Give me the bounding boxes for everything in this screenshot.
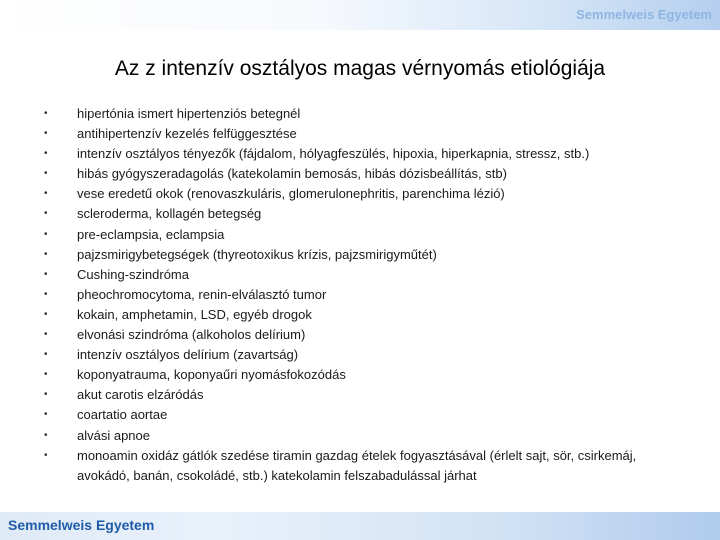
bullet-dot-icon: •	[44, 248, 48, 260]
top-banner	[0, 0, 720, 30]
bullet-dot-icon: •	[44, 188, 48, 200]
list-item	[40, 325, 690, 345]
list-item-text: hibás gyógyszeradagolás (katekolamin bemosás, hibás dózisbeállítás, stb)	[77, 166, 507, 182]
list-item-text: akut carotis elzáródás	[77, 387, 204, 403]
list-item	[40, 104, 690, 124]
bullet-dot-icon: •	[44, 449, 48, 461]
list-item	[40, 305, 690, 325]
list-item-text: alvási apnoe	[77, 427, 150, 443]
list-item-text: Cushing-szindróma	[77, 266, 189, 282]
bullet-list	[40, 104, 690, 486]
list-item-text: pre-eclampsia, eclampsia	[77, 226, 225, 242]
header-brand: Semmelweis Egyetem	[576, 7, 712, 22]
list-item	[40, 385, 690, 405]
list-item-text: monoamin oxidáz gátlók szedése tiramin gazdag ételek fogyasztásával (érlelt sajt, sör, csirkemáj, avokádó, banán, csokoládé, stb.) katekolamin felszabadulással járhat	[77, 447, 637, 483]
list-item-text: hipertónia ismert hipertenziós betegnél	[77, 106, 301, 121]
bullet-dot-icon: •	[44, 208, 48, 220]
list-item	[40, 265, 690, 285]
list-item-text: intenzív osztályos delírium (zavartság)	[77, 347, 299, 363]
list-item	[40, 426, 690, 446]
list-item	[40, 184, 690, 204]
bullet-dot-icon: •	[44, 349, 48, 361]
list-item-text: pajzsmirigybetegségek (thyreotoxikus krízis, pajzsmirigyműtét)	[77, 246, 437, 262]
bullet-dot-icon: •	[44, 228, 48, 240]
list-item	[40, 144, 690, 164]
list-item	[40, 164, 690, 184]
bullet-dot-icon: •	[44, 329, 48, 341]
list-item-text: coartatio aortae	[77, 407, 168, 423]
list-item-text: intenzív osztályos tényezők (fájdalom, hólyagfeszülés, hipoxia, hiperkapnia, stressz, stb.)	[77, 146, 590, 162]
slide-title: Az z intenzív osztályos magas vérnyomás etiológiája	[114, 57, 606, 80]
list-item	[40, 124, 690, 144]
list-item-text: kokain, amphetamin, LSD, egyéb drogok	[77, 306, 312, 322]
footer-brand: Semmelweis Egyetem	[8, 517, 155, 533]
list-item	[40, 225, 690, 245]
list-item	[40, 245, 690, 265]
bullet-dot-icon: •	[44, 128, 48, 140]
list-item-text: vese eredetű okok (renovaszkuláris, glomerulonephritis, parenchima lézió)	[77, 186, 505, 202]
bullet-dot-icon: •	[44, 268, 48, 280]
list-item	[40, 405, 690, 425]
list-item-text: scleroderma, kollagén betegség	[77, 206, 262, 222]
bullet-dot-icon: •	[44, 288, 48, 300]
bullet-dot-icon: •	[44, 108, 48, 119]
bullet-dot-icon: •	[44, 409, 48, 421]
list-item	[40, 204, 690, 224]
list-item-text: antihipertenzív kezelés felfüggesztése	[77, 126, 297, 142]
list-item	[40, 446, 690, 486]
list-item	[40, 345, 690, 365]
list-item-text: koponyatrauma, koponyaűri nyomásfokozódás	[77, 367, 346, 383]
list-item-text: pheochromocytoma, renin-elválasztó tumor	[77, 286, 327, 302]
list-item	[40, 285, 690, 305]
bullet-dot-icon: •	[44, 308, 48, 320]
list-item-text: elvonási szindróma (alkoholos delírium)	[77, 327, 306, 343]
bottom-banner	[0, 512, 720, 540]
bullet-dot-icon: •	[44, 369, 48, 381]
bullet-dot-icon: •	[44, 389, 48, 401]
bullet-dot-icon: •	[44, 429, 48, 441]
bullet-dot-icon: •	[44, 148, 48, 160]
bullet-dot-icon: •	[44, 168, 48, 180]
list-item	[40, 365, 690, 385]
